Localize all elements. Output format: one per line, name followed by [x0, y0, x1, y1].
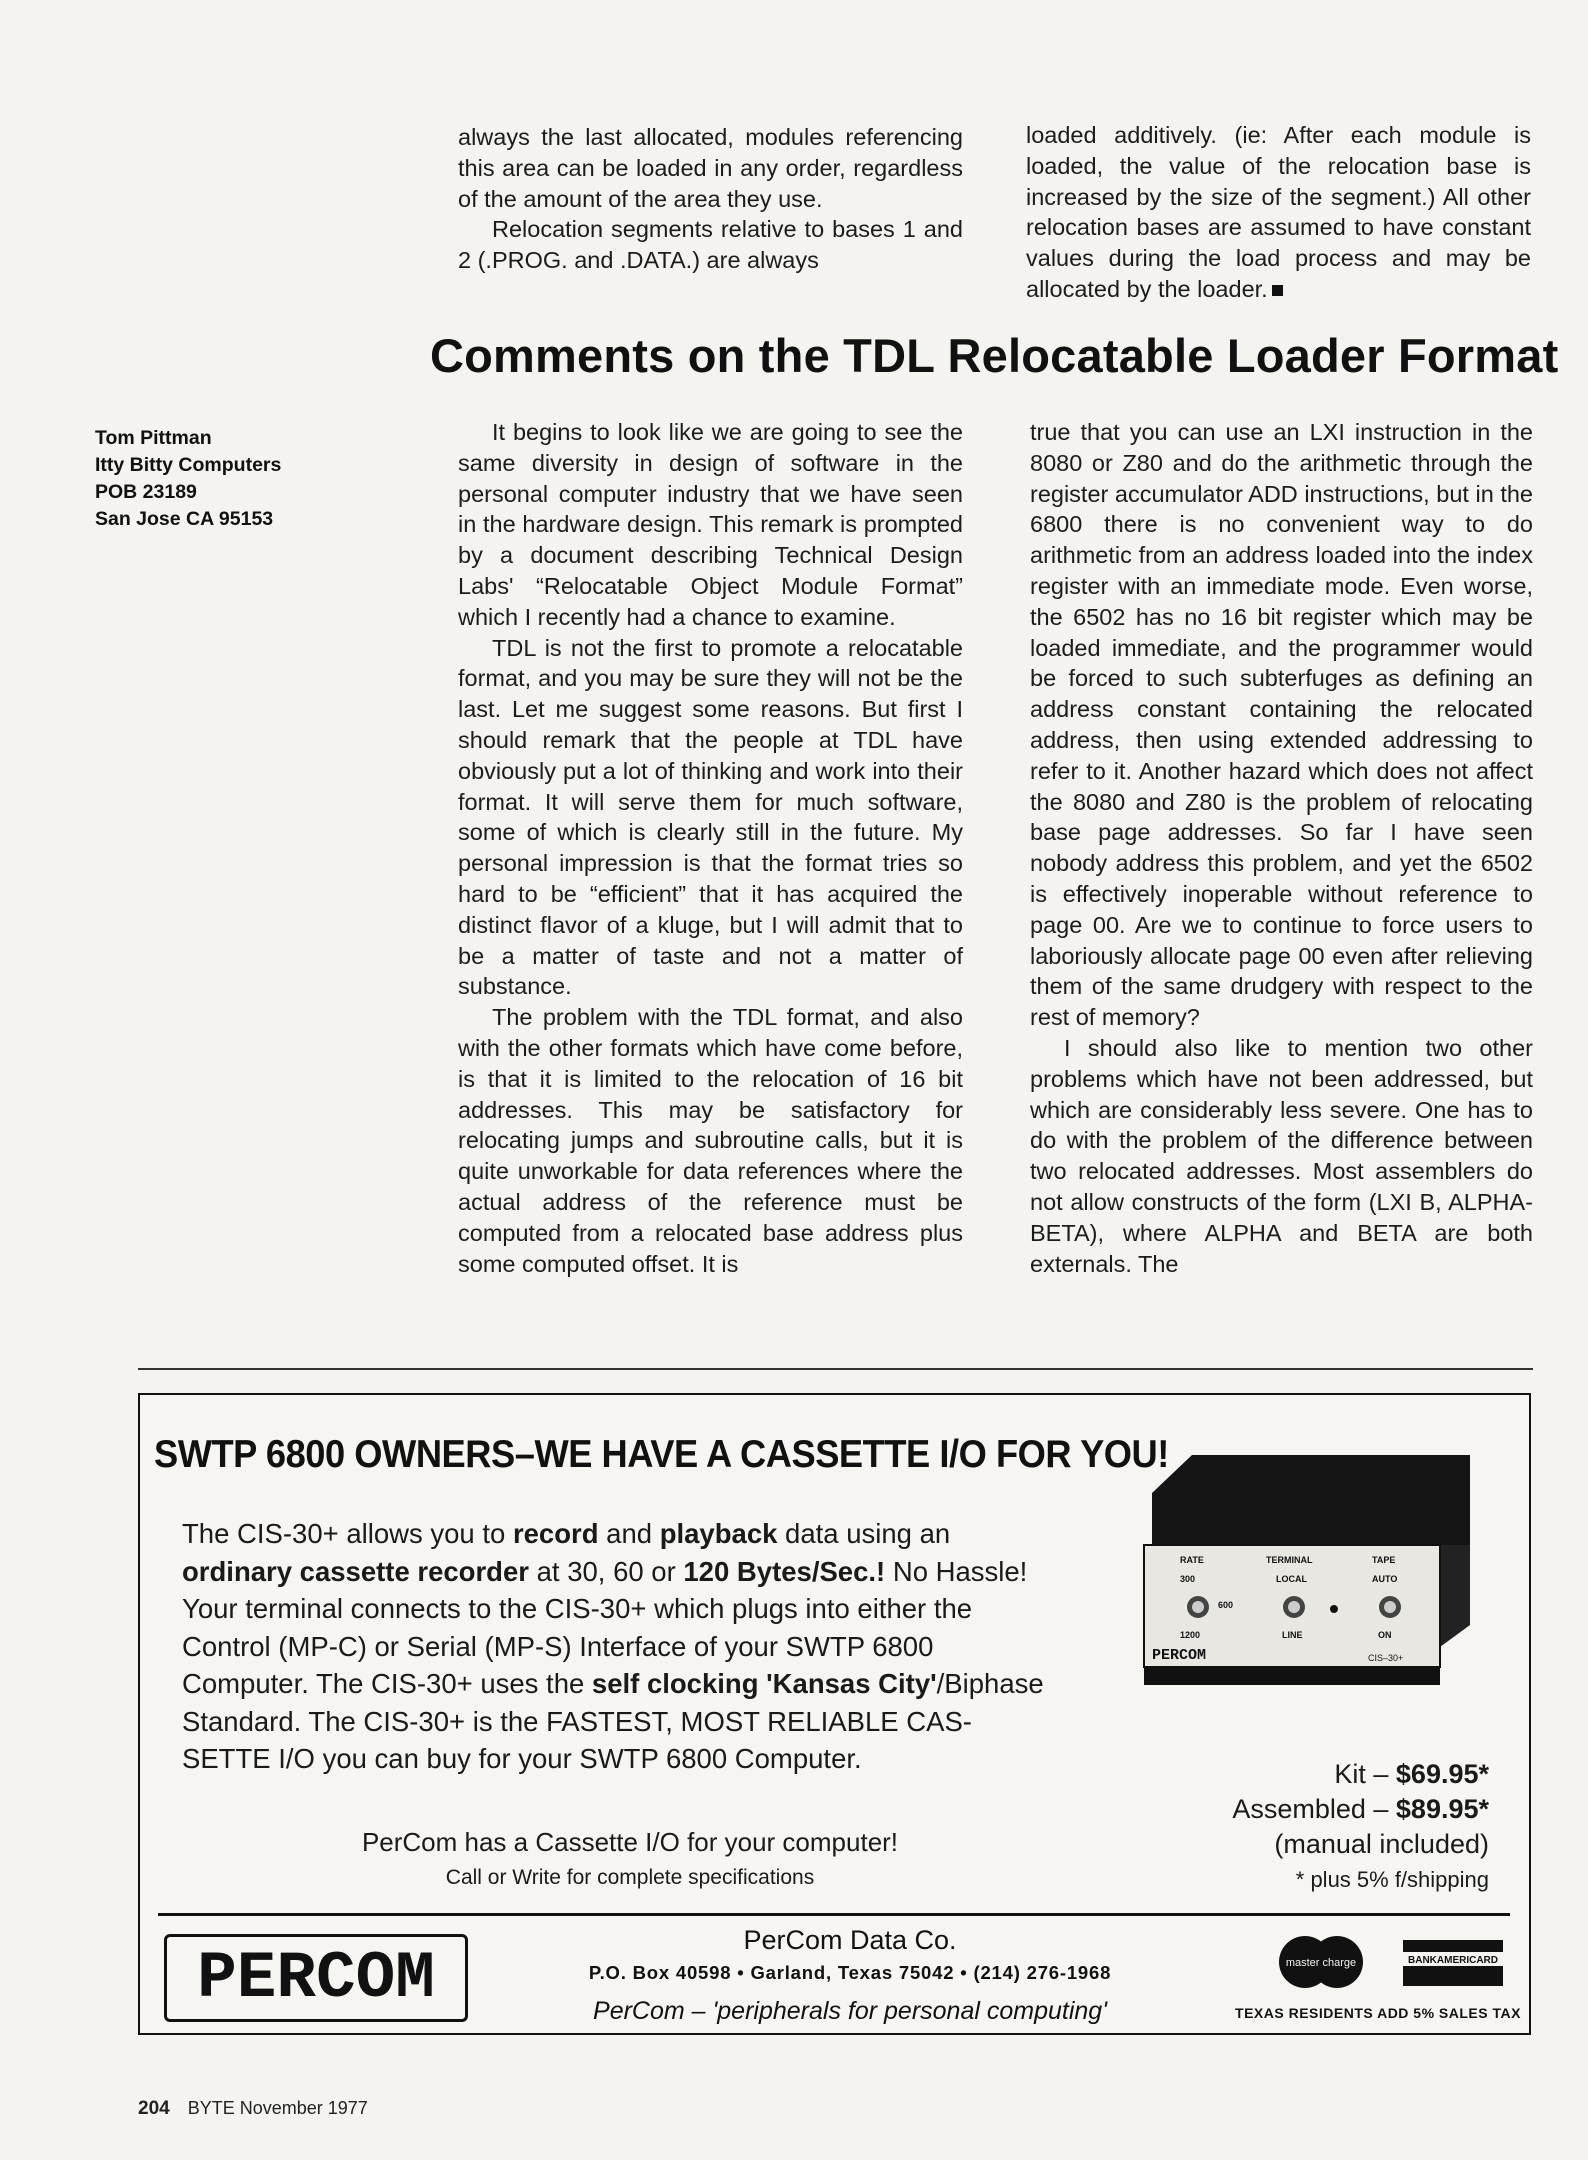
copy-text: No Hassle! [885, 1555, 1028, 1587]
paragraph: Relocation segments relative to bases 1 and 2 (.PROG. and .DATA.) are always [458, 216, 963, 274]
author-name: Tom Pittman [95, 427, 212, 449]
copy-bold: self clocking 'Kansas City' [591, 1668, 937, 1699]
auto-label: AUTO [1372, 1574, 1398, 1584]
cassette-interface-device [1140, 1455, 1480, 1695]
ad-tagline: PerCom has a Cassette I/O for your computer! [361, 1827, 899, 1857]
device-top [1152, 1455, 1470, 1545]
top-right-column [1026, 120, 1531, 305]
on-label: ON [1378, 1630, 1392, 1640]
rate-300: 300 [1180, 1574, 1196, 1584]
ad-copy-line: Standard. The CIS-30+ is the FASTEST, MOST RELIABLE CAS- [182, 1705, 972, 1737]
author-company: Itty Bitty Computers [95, 454, 282, 476]
copy-bold: playback [659, 1518, 778, 1549]
power-led-icon [1330, 1605, 1338, 1613]
rate-1200: 1200 [1180, 1630, 1201, 1640]
paragraph: always the last allocated, modules referencing this area can be loaded in any order, regardless of the amount of the area they use. [458, 124, 963, 212]
author-city: San Jose CA 95153 [95, 508, 274, 530]
percom-logo [164, 1934, 468, 2022]
ad-copy-line: Control (MP-C) or Serial (MP-S) Interface of your SWTP 6800 [182, 1630, 934, 1662]
tape-switch-icon [1379, 1596, 1401, 1618]
copy-text: Computer. The CIS-30+ uses the [182, 1668, 592, 1699]
ad-copy-line [182, 1515, 1082, 1553]
company-address: P.O. Box 40598 • Garland, Texas 75042 • (214) 276-1968 [588, 1962, 1112, 1983]
paragraph: true that you can use an LXI instruction in the 8080 or Z80 and do the arithmetic through the register accumulator ADD instructions, but in the 6800 there is no convenient way to do arithmetic from an address loaded into the index register with an immediate mode. Even worse, the 6502 has no 16 bit register which may be loaded immediate, and the programmer would be forced to such subterfuges as defining an address constant containing the relocated address, then using extended addressing to refer to it. Another hazard which does not affect the 8080 and Z80 is the problem of relocating base page addresses. So far I have seen nobody address this problem, and yet the 6502 is effectively inoperable without reference to page 00. Are we to continue to force users to laboriously allocate page 00 even after relieving them of the same drudgery with respect to the rest of memory? [1030, 419, 1533, 1031]
assembled-label: Assembled – [1232, 1794, 1396, 1824]
tax-note: TEXAS RESIDENTS ADD 5% SALES TAX [1235, 2005, 1521, 2021]
paragraph-text: loaded additively. (ie: After each module is loaded, the value of the relocation base is increased by the size of the segment.) All other relocation bases are assumed to have constant values during the load process and may be allocated by the loader. [1026, 122, 1531, 302]
credit-card-logos [1275, 1932, 1505, 1992]
paragraph: TDL is not the first to promote a relocatable format, and you may be sure they will not be the last. Let me suggest some reasons. But first I should remark that the people at TDL have obviously put a lot of thinking and work into their format. It will serve them for much software, some of which is clearly still in the future. My personal impression is that the format tries so hard to be “efficient” that it has acquired the distinct flavor of a kluge, but I will admit that to be a matter of taste and not a matter of substance. [458, 634, 963, 1000]
bankamericard-text: BANKAMERICARD [1408, 1955, 1498, 1966]
article-left-column [458, 417, 963, 1279]
assembled-price-row [1232, 1792, 1489, 1827]
device-base [1144, 1667, 1440, 1685]
article-title: Comments on the TDL Relocatable Loader Format [430, 329, 1559, 382]
copy-bold: record [512, 1518, 599, 1549]
kit-price-row [1232, 1757, 1489, 1792]
bankamericard-logo-icon [1403, 1940, 1503, 1986]
manual-note: (manual included) [1274, 1829, 1489, 1859]
terminal-label: TERMINAL [1266, 1555, 1313, 1565]
end-mark-icon [1272, 285, 1283, 296]
device-brand: PERCOM [1152, 1647, 1207, 1664]
top-left-column [458, 122, 963, 276]
rate-label: RATE [1180, 1555, 1204, 1565]
copy-bold: 120 Bytes/Sec.! [683, 1555, 886, 1587]
page-footer [138, 2098, 368, 2120]
line-label: LINE [1282, 1630, 1303, 1640]
paragraph [1026, 120, 1531, 305]
shipping-note: * plus 5% f/shipping [1295, 1867, 1489, 1892]
paragraph: The problem with the TDL format, and also with the other formats which have come before, is that it is limited to the relocation of 16 bit addresses. This may be satisfactory for relocating jumps and subroutine calls, but it is quite unworkable for data references where the actual address of the reference must be computed from a relocated base address plus some computed offset. It is [458, 1004, 963, 1277]
section-divider [138, 1368, 1533, 1370]
price-list [1232, 1757, 1489, 1897]
logo-text: PERCOM [197, 1940, 435, 2016]
local-label: LOCAL [1276, 1574, 1307, 1584]
tape-label: TAPE [1372, 1555, 1396, 1565]
paragraph: I should also like to mention two other problems which have not been addressed, but which are considerably less severe. One has to do with the problem of the difference between two relocated addresses. Most assemblers do not allow constructs of the form (LXI B, ALPHA-BETA), where ALPHA and BETA are both externals. The [1030, 1034, 1533, 1277]
ad-copy-line: SETTE I/O you can buy for your SWTP 6800 Computer. [182, 1743, 862, 1774]
paragraph: It begins to look like we are going to see the same diversity in design of software in the personal computer industry that we have seen in the hardware design. This remark is prompted by a document describing Technical Design Labs' “Relocatable Object Module Format” which I recently had a chance to examine. [458, 419, 963, 630]
slogan-text: – 'peripherals for personal computing' [684, 1997, 1107, 2025]
terminal-switch-icon [1283, 1596, 1305, 1618]
ad-call-line: Call or Write for complete specifications [445, 1866, 815, 1889]
copy-text: /Biphase [936, 1668, 1044, 1699]
ad-copy [182, 1515, 1082, 1778]
author-block [95, 425, 281, 533]
copy-text: The CIS-30+ allows you to [182, 1518, 513, 1549]
mastercharge-logo-icon [1279, 1936, 1363, 1988]
kit-price: $69.95* [1395, 1759, 1489, 1789]
company-name: PerCom Data Co. [743, 1925, 957, 1955]
device-side [1440, 1545, 1470, 1647]
issue-label: BYTE November 1977 [187, 2098, 368, 2118]
kit-label: Kit – [1334, 1759, 1396, 1789]
ad-divider [158, 1913, 1510, 1916]
page-number: 204 [138, 2098, 170, 2119]
author-pob: POB 23189 [95, 481, 197, 503]
model-label: CIS–30+ [1368, 1653, 1404, 1663]
ad-copy-line [182, 1553, 1082, 1591]
rate-600: 600 [1218, 1600, 1234, 1610]
assembled-price: $89.95* [1395, 1794, 1489, 1824]
percom-advertisement [138, 1393, 1531, 2035]
company-slogan [500, 1997, 1200, 2026]
ad-copy-line [182, 1665, 1082, 1703]
slogan-name: PerCom [593, 1997, 685, 2025]
copy-bold: ordinary cassette recorder [182, 1555, 529, 1587]
copy-text: at 30, 60 or [528, 1555, 684, 1587]
article-right-column [1030, 417, 1533, 1279]
rate-switch-icon [1187, 1596, 1209, 1618]
ad-copy-line: Your terminal connects to the CIS-30+ which plugs into either the [182, 1593, 973, 1624]
copy-text: and [598, 1518, 660, 1549]
copy-text: data using an [777, 1518, 951, 1549]
ad-headline: SWTP 6800 OWNERS–WE HAVE A CASSETTE I/O FOR YOU! [154, 1433, 1169, 1476]
mastercharge-text: master charge [1285, 1957, 1357, 1969]
